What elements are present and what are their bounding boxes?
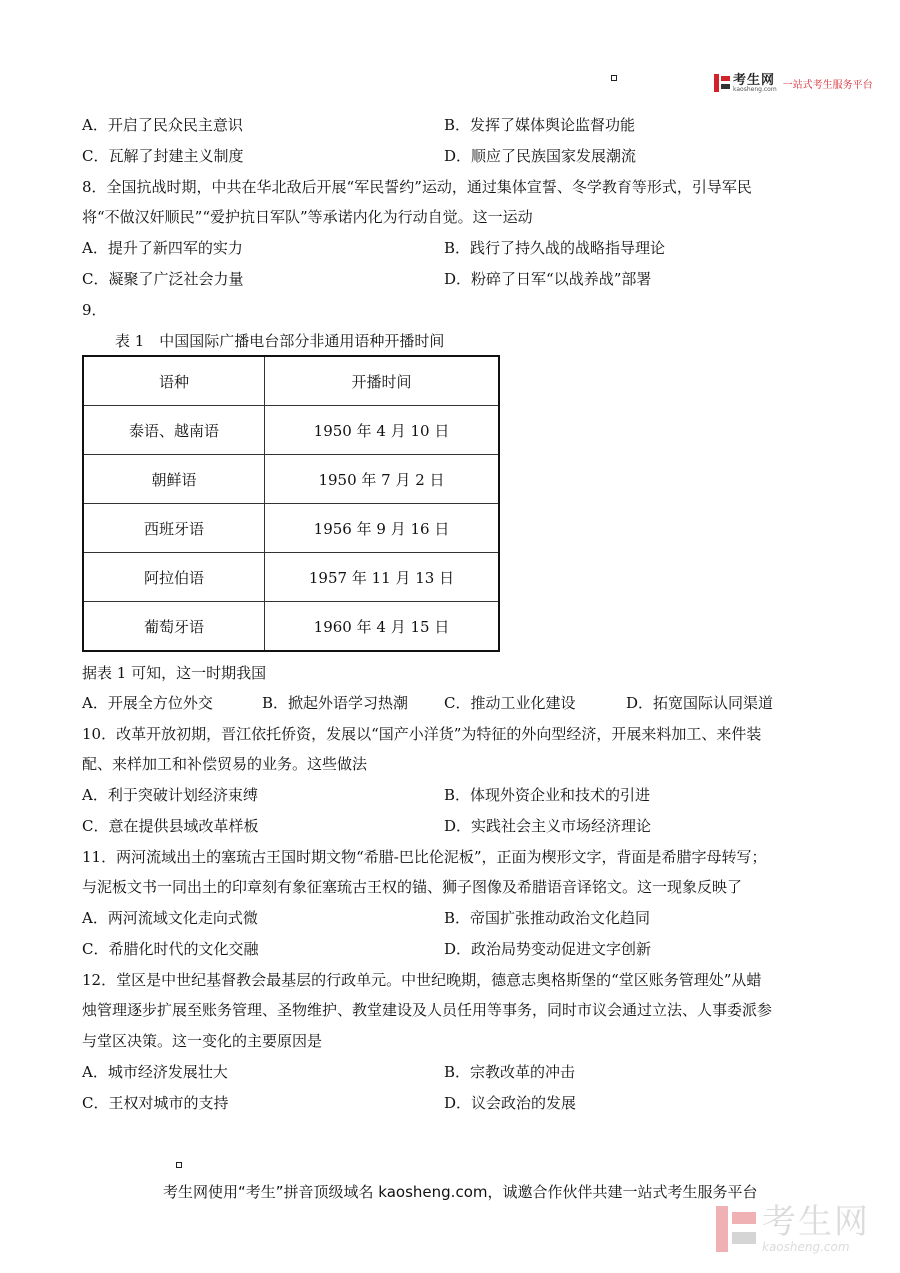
q7-option-c: C．瓦解了封建主义制度 — [82, 147, 244, 165]
q10-option-d: D．实践社会主义市场经济理论 — [444, 817, 652, 835]
q12-stem-line2: 烛管理逐步扩展至账务管理、圣物维护、教堂建设及人员任用等事务，同时市议会通过立法、人事委派参 — [82, 1001, 773, 1019]
q12-option-b: B．宗教改革的冲击 — [444, 1063, 576, 1081]
logo-name: 考生网 — [733, 72, 776, 88]
table-cell-language: 朝鲜语 — [83, 455, 265, 504]
q8-option-a: A．提升了新四军的实力 — [82, 239, 243, 257]
table-header-row — [83, 356, 499, 406]
table-cell-date: 1957 年 11 月 13 日 — [265, 553, 500, 602]
q8-option-d: D．粉碎了日军“以战养战”部署 — [444, 270, 652, 288]
q8-stem-line1: 8．全国抗战时期，中共在华北敌后开展“军民誓约”运动，通过集体宣誓、冬学教育等形式，引导军民 — [82, 178, 752, 196]
table-cell-language: 西班牙语 — [83, 504, 265, 553]
q11-stem-line2: 与泥板文书一同出土的印章刻有象征塞琉古王权的锚、狮子图像及希腊语音译铭文。这一现象反映了 — [82, 878, 743, 896]
watermark — [716, 1202, 870, 1254]
q9-table — [82, 355, 500, 652]
q12-stem-line3: 与堂区决策。这一变化的主要原因是 — [82, 1032, 323, 1050]
q8-stem-line2: 将“不做汉奸顺民”“爱护抗日军队”等承诺内化为行动自觉。这一运动 — [82, 208, 533, 226]
footer-text: 考生网使用“考生”拼音顶级域名 kaosheng.com，诚邀合作伙伴共建一站式考生服务平台 — [163, 1183, 758, 1201]
marker-square-top — [611, 75, 617, 81]
q11-option-c: C．希腊化时代的文化交融 — [82, 940, 259, 958]
table-row — [83, 504, 499, 553]
q12-option-c: C．王权对城市的支持 — [82, 1094, 229, 1112]
q10-stem-line2: 配、来样加工和补偿贸易的业务。这些做法 — [82, 755, 368, 773]
q9-option-a: A．开展全方位外交 — [82, 694, 213, 712]
q9-number: 9． — [82, 301, 107, 319]
q12-option-d: D．议会政治的发展 — [444, 1094, 577, 1112]
table-cell-date: 1960 年 4 月 15 日 — [265, 602, 500, 652]
table-header-date: 开播时间 — [265, 356, 500, 406]
table-header-language: 语种 — [83, 356, 265, 406]
logo-slogan: 一站式考生服务平台 — [782, 79, 873, 91]
q11-option-d: D．政治局势变动促进文字创新 — [444, 940, 652, 958]
q12-stem-line1: 12．堂区是中世纪基督教会最基层的行政单元。中世纪晚期，德意志奥格斯堡的“堂区账务管理处”从蜡 — [82, 971, 762, 989]
table-cell-date: 1950 年 7 月 2 日 — [265, 455, 500, 504]
table-cell-date: 1956 年 9 月 16 日 — [265, 504, 500, 553]
q7-option-b: B．发挥了媒体舆论监督功能 — [444, 116, 636, 134]
q8-option-b: B．践行了持久战的战略指导理论 — [444, 239, 666, 257]
logo-domain: kaosheng.com — [733, 85, 777, 93]
table-cell-date: 1950 年 4 月 10 日 — [265, 406, 500, 455]
table-row — [83, 553, 499, 602]
q9-option-c: C．推动工业化建设 — [444, 694, 576, 712]
watermark-name: 考生网 — [762, 1202, 870, 1242]
logo-icon — [714, 74, 730, 92]
table-row — [83, 406, 499, 455]
table-cell-language: 泰语、越南语 — [83, 406, 265, 455]
marker-square-bottom — [176, 1162, 182, 1168]
q9-option-d: D．拓宽国际认同渠道 — [626, 694, 774, 712]
table-row — [83, 455, 499, 504]
q10-option-b: B．体现外资企业和技术的引进 — [444, 786, 651, 804]
q7-option-a: A．开启了民众民主意识 — [82, 116, 243, 134]
q10-option-a: A．利于突破计划经济束缚 — [82, 786, 258, 804]
header-logo — [714, 72, 873, 94]
q9-option-b: B．掀起外语学习热潮 — [262, 694, 409, 712]
watermark-logo-icon — [716, 1206, 756, 1252]
q9-stem-after: 据表 1 可知，这一时期我国 — [82, 664, 267, 682]
q11-option-b: B．帝国扩张推动政治文化趋同 — [444, 909, 651, 927]
q10-stem-line1: 10．改革开放初期，晋江依托侨资，发展以“国产小洋货”为特征的外向型经济，开展来料加工、来件装 — [82, 725, 762, 743]
q12-option-a: A．城市经济发展壮大 — [82, 1063, 228, 1081]
table-row — [83, 602, 499, 652]
q11-option-a: A．两河流域文化走向式微 — [82, 909, 258, 927]
watermark-domain: kaosheng.com — [762, 1240, 850, 1254]
q8-option-c: C．凝聚了广泛社会力量 — [82, 270, 244, 288]
table-cell-language: 葡萄牙语 — [83, 602, 265, 652]
table-cell-language: 阿拉伯语 — [83, 553, 265, 602]
q10-option-c: C．意在提供县域改革样板 — [82, 817, 259, 835]
q9-table-caption: 表 1 中国国际广播电台部分非通用语种开播时间 — [115, 332, 445, 350]
q11-stem-line1: 11．两河流域出土的塞琉古王国时期文物“希腊-巴比伦泥板”，正面为楔形文字，背面是希腊字母转写； — [82, 848, 767, 866]
q7-option-d: D．顺应了民族国家发展潮流 — [444, 147, 637, 165]
